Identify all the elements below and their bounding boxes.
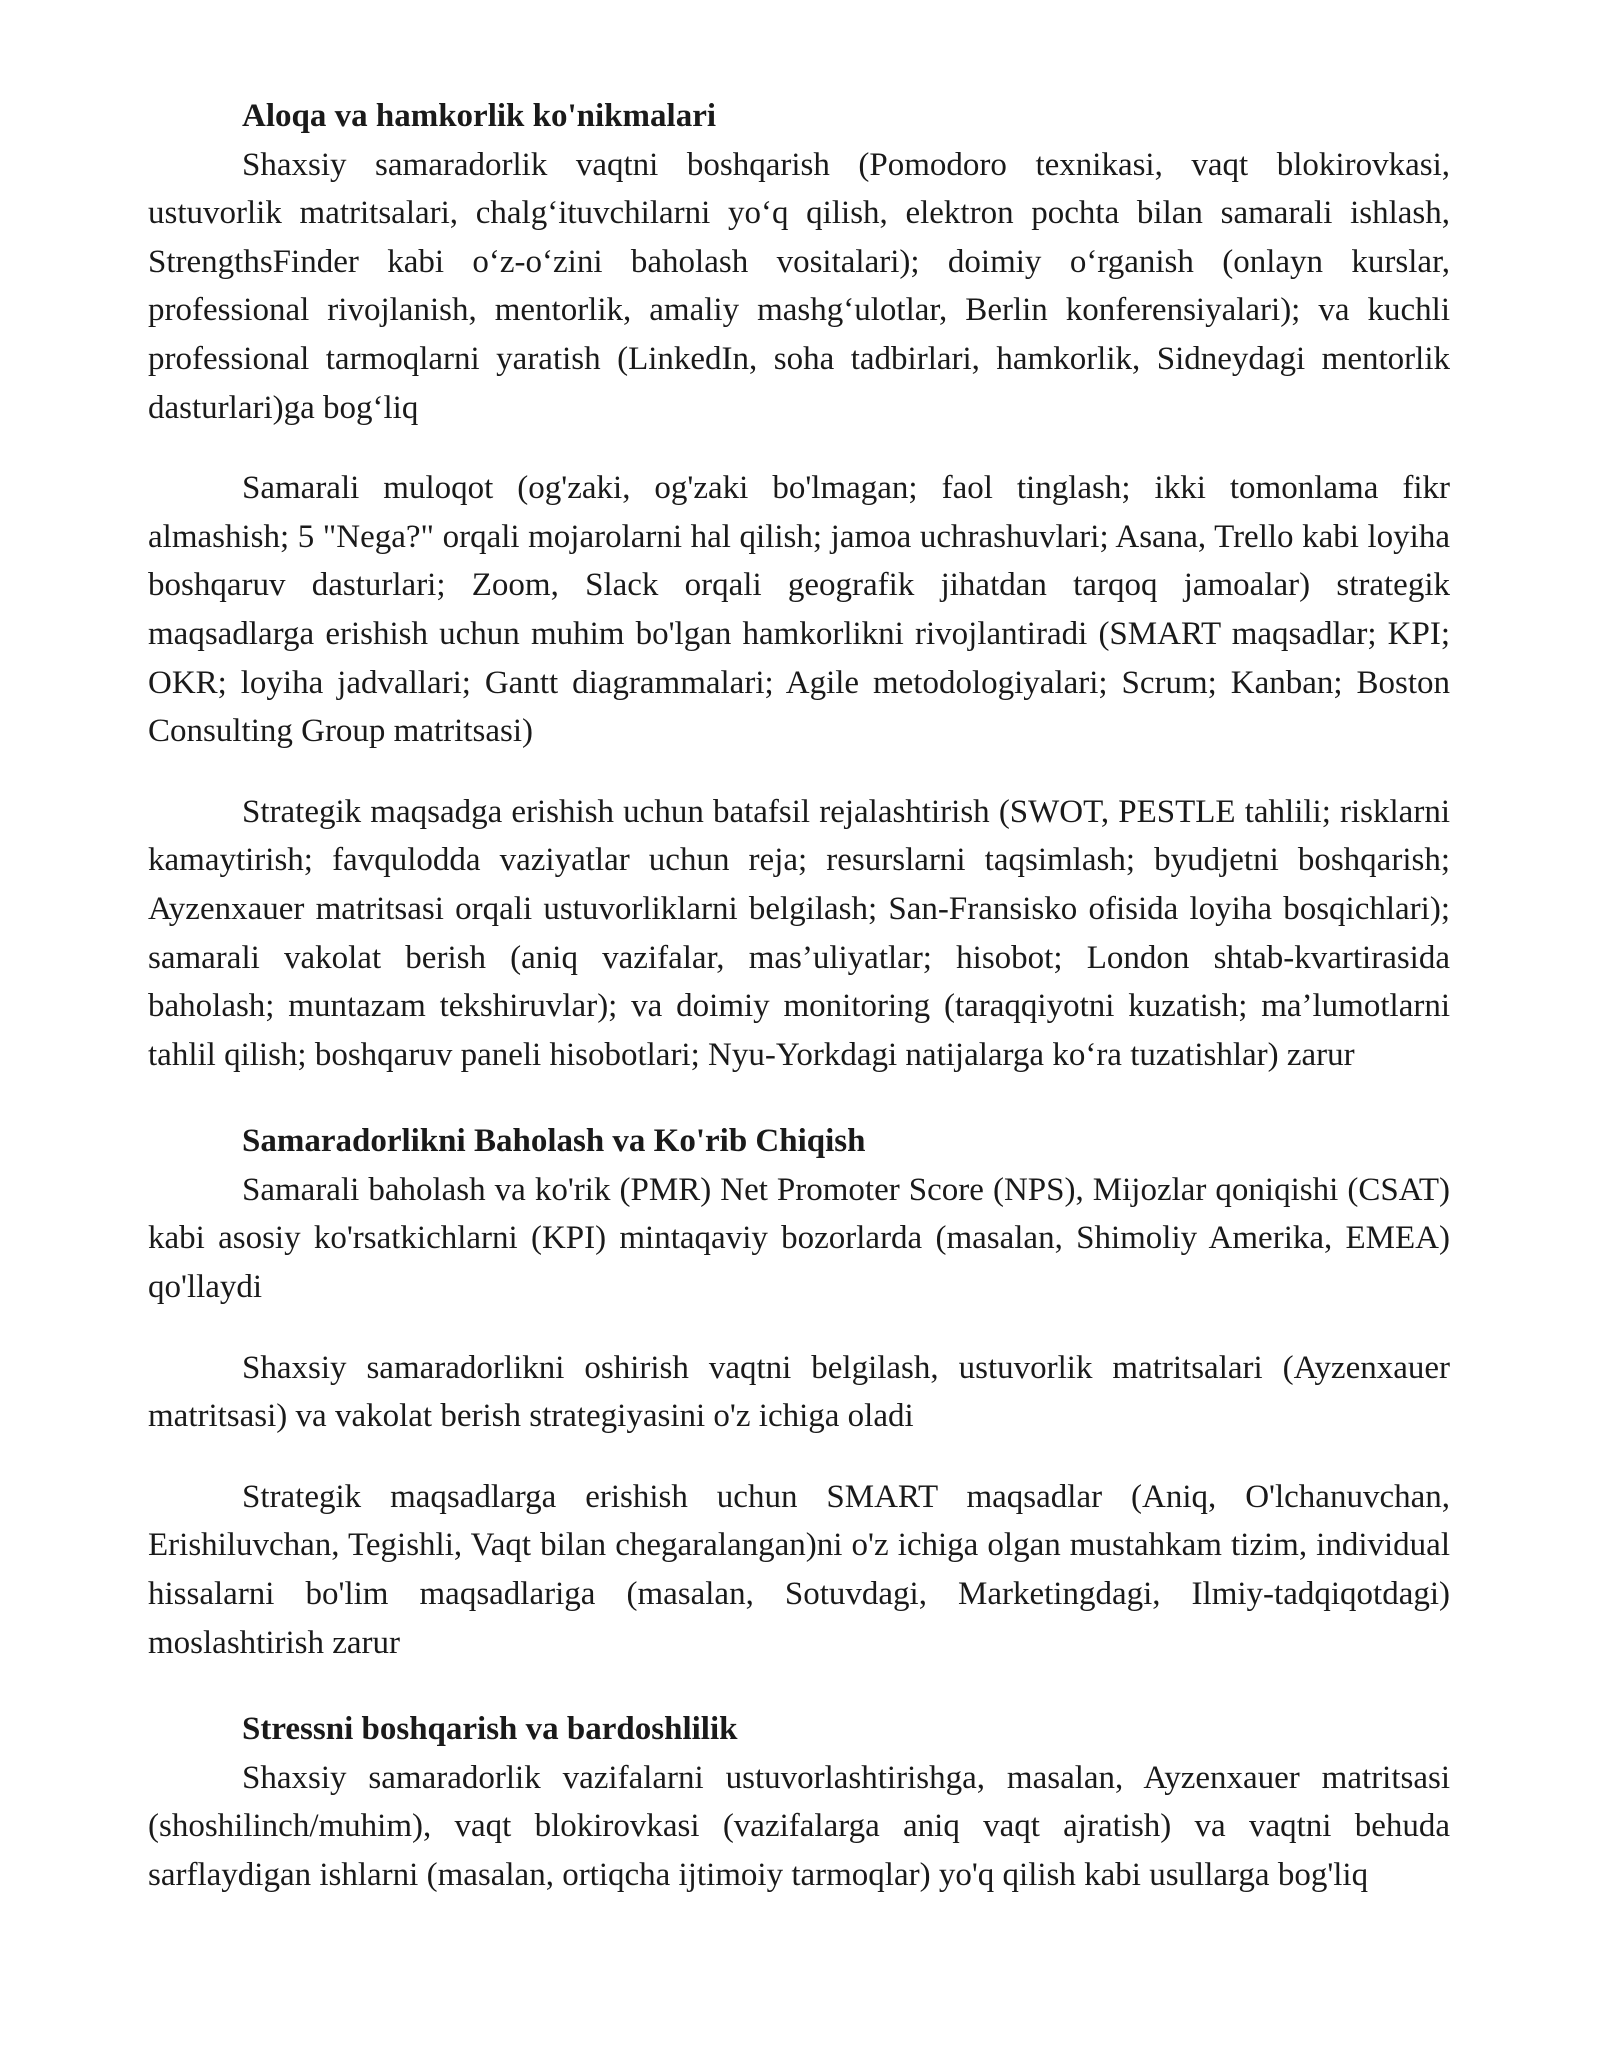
section-heading: Samaradorlikni Baholash va Ko'rib Chiqish <box>242 1123 866 1160</box>
paragraph: Strategik maqsadga erishish uchun batafsil rejalashtirish (SWOT, PESTLE tahlili; risklarni kamaytirish; favqulodda vaziyatlar uchun reja; resurslarni taqsimlash; byudjetni boshqarish; Ayzenxauer matritsasi orqali ustuvorliklarni belgilash; San-Fransisko ofisida loyiha bosqichlari); samarali vakolat berish (aniq vazifalar, mas’uliyatlar; hisobot; London shtab-kvartirasida baholash; muntazam tekshiruvlar); va doimiy monitoring (taraqqiyotni kuzatish; ma’lumotlarni tahlil qilish; boshqaruv paneli hisobotlari; Nyu-Yorkdagi natijalarga ko‘ra tuzatishlar) zarur <box>148 793 1450 1073</box>
paragraph: Shaxsiy samaradorlikni oshirish vaqtni belgilash, ustuvorlik matritsalari (Ayzenxauer matritsasi) va vakolat berish strategiyasini o'z ichiga oladi <box>148 1349 1450 1435</box>
paragraph: Samarali muloqot (og'zaki, og'zaki bo'lmagan; faol tinglash; ikki tomonlama fikr almashish; 5 "Nega?" orqali mojarolarni hal qilish; jamoa uchrashuvlari; Asana, Trello kabi loyiha boshqaruv dasturlari; Zoom, Slack orqali geografik jihatdan tarqoq jamoalar) strategik maqsadlarga erishish uchun muhim bo'lgan hamkorlikni rivojlantiradi (SMART maqsadlar; KPI; OKR; loyiha jadvallari; Gantt diagrammalari; Agile metodologiyalari; Scrum; Kanban; Boston Consulting Group matritsasi) <box>148 470 1450 750</box>
section-heading: Aloqa va hamkorlik ko'nikmalari <box>242 98 717 134</box>
document-page <box>148 92 1450 1900</box>
section-performance-review <box>148 1117 1450 1667</box>
paragraph: Shaxsiy samaradorlik vazifalarni ustuvorlashtirishga, masalan, Ayzenxauer matritsasi (shoshilinch/muhim), vaqt blokirovkasi (vazifalarga aniq vaqt ajratish) va vaqtni behuda sarflaydigan ishlarni (masalan, ortiqcha ijtimoiy tarmoqlar) yo'q qilish kabi usullarga bog'liq <box>148 1759 1450 1893</box>
paragraph: Samarali baholash va ko'rik (PMR) Net Promoter Score (NPS), Mijozlar qoniqishi (CSAT) kabi asosiy ko'rsatkichlarni (KPI) mintaqaviy bozorlarda (masalan, Shimoliy Amerika, EMEA) qo'llaydi <box>148 1171 1450 1306</box>
paragraph: Shaxsiy samaradorlik vaqtni boshqarish (Pomodoro texnikasi, vaqt blokirovkasi, ustuvorlik matritsalari, chalg‘ituvchilarni yo‘q qilish, elektron pochta bilan samarali ishlash, StrengthsFinder kabi o‘z-o‘zini baholash vositalari); doimiy o‘rganish (onlayn kurslar, professional rivojlanish, mentorlik, amaliy mashg‘ulotlar, Berlin konferensiyalari); va kuchli professional tarmoqlarni yaratish (LinkedIn, soha tadbirlari, hamkorlik, Sidneydagi mentorlik dasturlari)ga bog‘liq <box>148 146 1450 426</box>
section-communication <box>148 92 1450 1079</box>
section-stress-management <box>148 1705 1450 1899</box>
paragraph: Strategik maqsadlarga erishish uchun SMART maqsadlar (Aniq, O'lchanuvchan, Erishiluvchan, Tegishli, Vaqt bilan chegaralangan)ni o'z ichiga olgan mustahkam tizim, individual hissalarni bo'lim maqsadlariga (masalan, Sotuvdagi, Marketingdagi, Ilmiy-tadqiqotdagi) moslashtirish zarur <box>148 1478 1450 1661</box>
section-heading: Stressni boshqarish va bardoshlilik <box>242 1711 738 1748</box>
